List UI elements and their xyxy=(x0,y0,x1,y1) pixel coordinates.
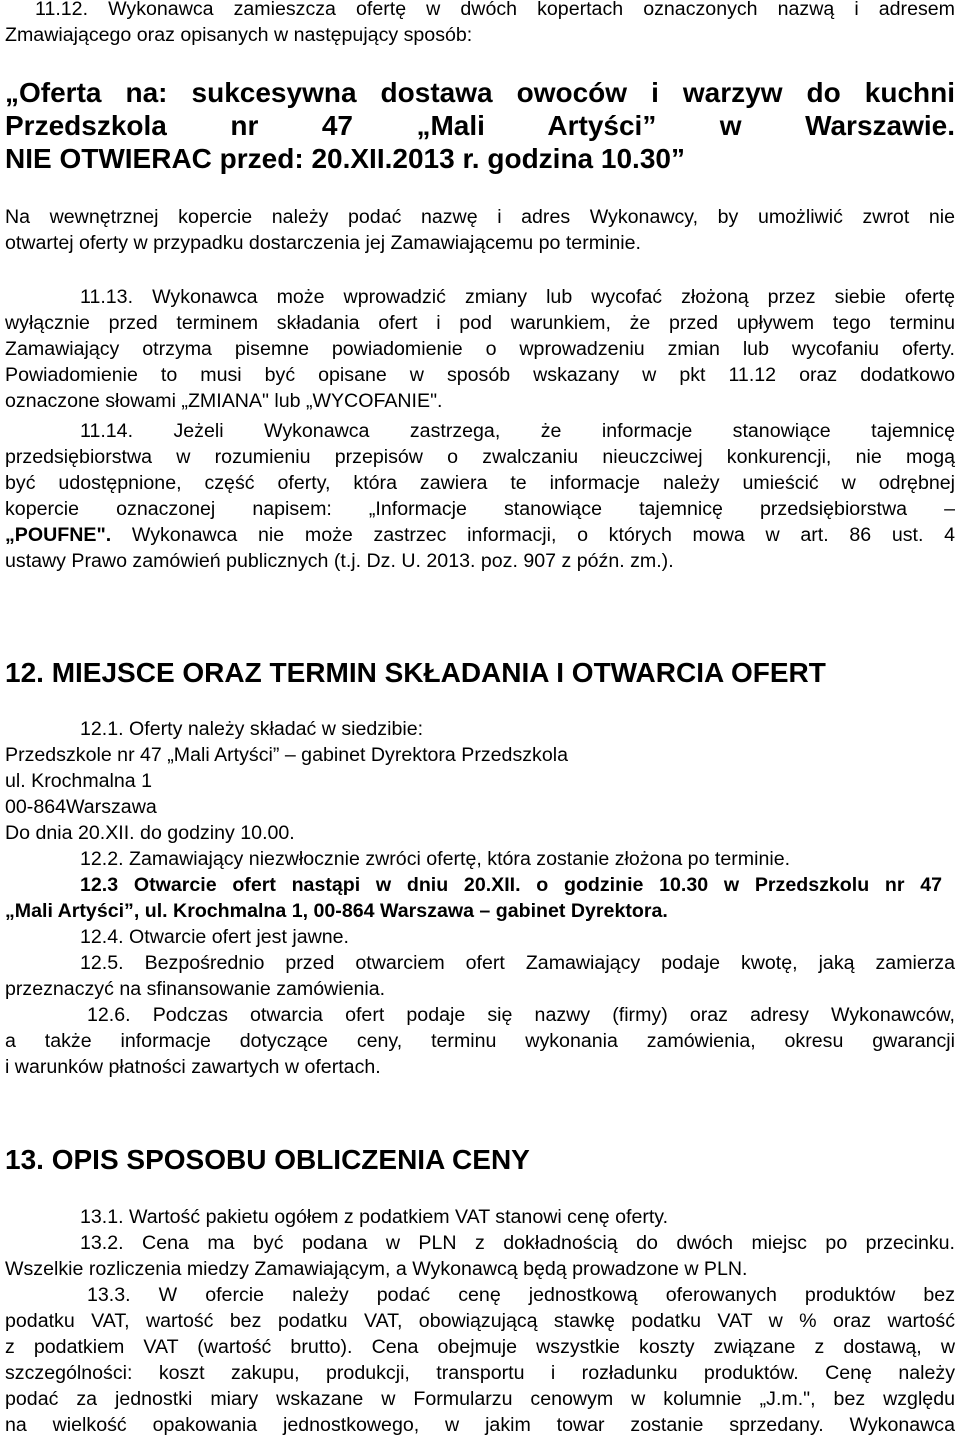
para-inner-envelope xyxy=(5,204,955,256)
text-line: i warunków płatności zawartych w ofertach. xyxy=(5,1056,381,1078)
text-line: wyłącznie przed terminem składania ofert i pod warunkiem, że przed upływem tego terminu xyxy=(5,312,955,334)
text-line: 11.13. Wykonawca może wprowadzić zmiany lub wycofać złożoną przez siebie ofertę xyxy=(80,286,955,308)
para-11-13 xyxy=(5,284,955,414)
para-11-12 xyxy=(5,0,955,48)
text-line: Do dnia 20.XII. do godziny 10.00. xyxy=(5,822,295,844)
text-line: przeznaczyć na sfinansowanie zamówienia. xyxy=(5,978,386,1000)
text-line: 00-864Warszawa xyxy=(5,796,157,818)
text-line: kopercie oznaczonej napisem: „Informacje stanowiące tajemnicę przedsiębiorstwa – xyxy=(5,498,955,520)
text-line: otwartej oferty w przypadku dostarczenia jej Zamawiającemu po terminie. xyxy=(5,232,641,254)
section-13-body xyxy=(5,1204,955,1438)
text-line: 11.14. Jeżeli Wykonawca zastrzega, że informacje stanowiące tajemnicę xyxy=(80,420,955,442)
text-line: ustawy Prawo zamówień publicznych (t.j. Dz. U. 2013. poz. 907 z późn. zm.). xyxy=(5,550,674,572)
text-line: a także informacje dotyczące ceny, terminu wykonania zamówienia, okresu gwarancji xyxy=(5,1030,955,1052)
text-line: 12.2. Zamawiający niezwłocznie zwróci ofertę, która zostanie złożona po terminie. xyxy=(80,848,791,870)
text-line: być udostępnione, część oferty, która zawiera te informacje należy umieścić w odrębnej xyxy=(5,472,955,494)
text-line: Na wewnętrznej kopercie należy podać nazwę i adres Wykonawcy, by umożliwić zwrot nie xyxy=(5,206,955,228)
text-line: 11.12. Wykonawca zamieszcza ofertę w dwóch kopertach oznaczonych nazwą i adresem xyxy=(35,0,955,20)
section-12-heading: 12. MIEJSCE ORAZ TERMIN SKŁADANIA I OTWARCIA OFERT xyxy=(5,657,826,688)
text-line: 13.3. W ofercie należy podać cenę jednostkową oferowanych produktów bez xyxy=(87,1284,955,1306)
text-line: ul. Krochmalna 1 xyxy=(5,770,153,792)
text-fragment: Wykonawca nie może zastrzec informacji, o których mowa w art. 86 ust. 4 xyxy=(111,524,955,546)
text-line xyxy=(5,522,955,548)
poufne-label: „POUFNE". xyxy=(5,524,112,546)
text-line: z podatkiem VAT (wartość brutto). Cena obejmuje wszystkie koszty związane z dostawą, w xyxy=(5,1336,955,1358)
text-line: Wszelkie rozliczenia miedzy Zamawiającym, a Wykonawcą będą prowadzone w PLN. xyxy=(5,1258,748,1280)
text-line: Przedszkole nr 47 „Mali Artyści” – gabinet Dyrektora Przedszkola xyxy=(5,744,568,766)
text-line: 13.1. Wartość pakietu ogółem z podatkiem VAT stanowi cenę oferty. xyxy=(80,1206,669,1228)
text-line: szczególności: koszt zakupu, produkcji, transportu i rozładunku produktów. Cenę należy xyxy=(5,1362,955,1384)
text-line: 12.4. Otwarcie ofert jest jawne. xyxy=(80,926,349,948)
section-12-body xyxy=(5,716,955,1080)
section-13-heading: 13. OPIS SPOSOBU OBLICZENIA CENY xyxy=(5,1144,530,1175)
text-line: 12.5. Bezpośrednio przed otwarciem ofert Zamawiający podaje kwotę, jaką zamierza xyxy=(80,952,955,974)
text-line: „Mali Artyści”, ul. Krochmalna 1, 00-864 Warszawa – gabinet Dyrektora. xyxy=(5,900,668,922)
text-line: 12.6. Podczas otwarcia ofert podaje się nazwy (firmy) oraz adresy Wykonawców, xyxy=(87,1004,955,1026)
text-line: oznaczone słowami „ZMIANA" lub „WYCOFANIE". xyxy=(5,390,443,412)
text-line: na wielkość opakowania jednostkowego, w jakim towar zostanie sprzedany. Wykonawca xyxy=(5,1414,955,1436)
text-line: 13.2. Cena ma być podana w PLN z dokładnością do dwóch miejsc po przecinku. xyxy=(80,1232,955,1254)
text-line: NIE OTWIERAC przed: 20.XII.2013 r. godzina 10.30” xyxy=(5,143,685,174)
oferta-label xyxy=(5,76,955,175)
para-11-14 xyxy=(5,418,955,574)
text-line: „Oferta na: sukcesywna dostawa owoców i warzyw do kuchni xyxy=(5,77,955,108)
text-line: Zmawiającego oraz opisanych w następujący sposób: xyxy=(5,24,473,46)
text-line: 12.1. Oferty należy składać w siedzibie: xyxy=(80,718,424,740)
text-line: Przedszkola nr 47 „Mali Artyści” w Warszawie. xyxy=(5,110,955,141)
text-line: Powiadomienie to musi być opisane w sposób wskazany w pkt 11.12 oraz dodatkowo xyxy=(5,364,955,386)
text-line: podać za jednostki miary wskazane w Formularzu cenowym w kolumnie „J.m.", bez względu xyxy=(5,1388,955,1410)
text-line: Zamawiający otrzyma pisemne powiadomienie o wprowadzeniu zmian lub wycofaniu oferty. xyxy=(5,338,955,360)
text-line: podatku VAT, wartość bez podatku VAT, obowiązującą stawkę podatku VAT w % oraz wartość xyxy=(5,1310,955,1332)
text-line: 12.3 Otwarcie ofert nastąpi w dniu 20.XII. o godzinie 10.30 w Przedszkolu nr 47 xyxy=(80,874,942,896)
text-line: przedsiębiorstwa w rozumieniu przepisów o zwalczaniu nieuczciwej konkurencji, nie mogą xyxy=(5,446,955,468)
